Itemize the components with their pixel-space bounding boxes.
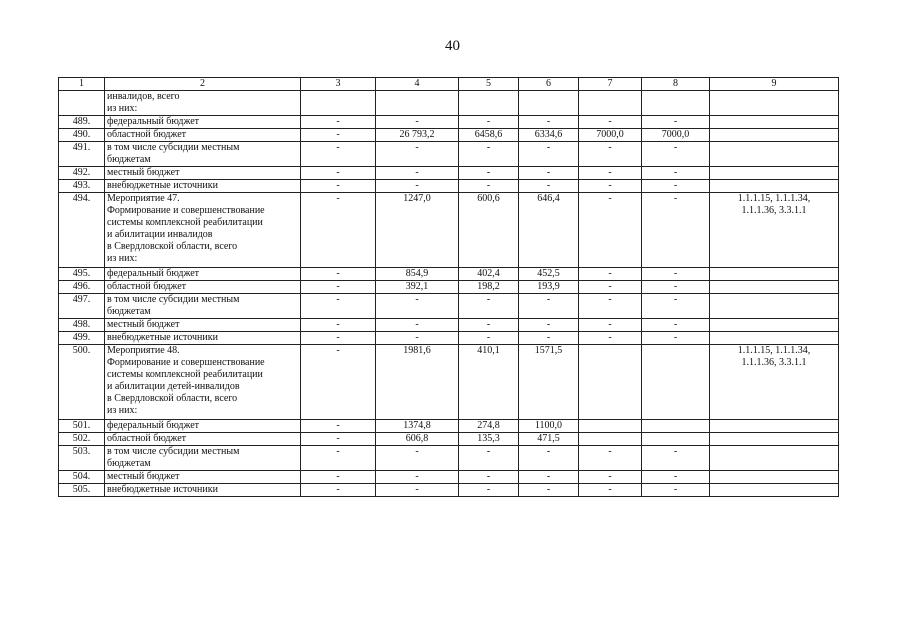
value-cell-col7: -: [579, 484, 642, 497]
value-cell-col8: -: [642, 268, 710, 281]
value-cell-col7: -: [579, 471, 642, 484]
value-cell-col5: -: [459, 319, 519, 332]
value-cell-col5: 402,4: [459, 268, 519, 281]
value-cell-col7: -: [579, 180, 642, 193]
indicator-refs-cell: [710, 484, 839, 497]
value-cell-col8: -: [642, 116, 710, 129]
indicator-refs-cell: [710, 167, 839, 180]
indicator-refs-cell: [710, 142, 839, 167]
indicator-refs-cell: [710, 180, 839, 193]
value-cell-col8: -: [642, 193, 710, 268]
value-cell-col4: 392,1: [376, 281, 459, 294]
column-header: 6: [519, 78, 579, 91]
value-cell-col6: -: [519, 142, 579, 167]
value-cell-col5: -: [459, 484, 519, 497]
value-cell-col6: -: [519, 471, 579, 484]
value-cell-col8: -: [642, 319, 710, 332]
table-row: [59, 116, 839, 129]
value-cell-col5: -: [459, 446, 519, 471]
value-cell-col7: -: [579, 446, 642, 471]
table-row: [59, 268, 839, 281]
value-cell-col5: -: [459, 294, 519, 319]
indicator-refs-cell: [710, 332, 839, 345]
value-cell-col3: -: [301, 345, 376, 420]
row-name-cell: в том числе субсидии местным бюджетам: [105, 446, 301, 471]
value-cell-col8: 7000,0: [642, 129, 710, 142]
value-cell-col6: 6334,6: [519, 129, 579, 142]
value-cell-col3: -: [301, 446, 376, 471]
row-number-cell: 492.: [59, 167, 105, 180]
value-cell-col7: -: [579, 142, 642, 167]
value-cell-col3: -: [301, 142, 376, 167]
value-cell-col3: -: [301, 281, 376, 294]
value-cell-col4: -: [376, 294, 459, 319]
row-number-cell: 496.: [59, 281, 105, 294]
value-cell-col6: 452,5: [519, 268, 579, 281]
value-cell-col4: -: [376, 142, 459, 167]
row-number-cell: 502.: [59, 433, 105, 446]
row-number-cell: 493.: [59, 180, 105, 193]
table-header: [59, 78, 839, 91]
table-body: [59, 91, 839, 497]
indicator-refs-cell: [710, 129, 839, 142]
indicator-refs-cell: [710, 446, 839, 471]
value-cell-col3: -: [301, 420, 376, 433]
indicator-refs-cell: [710, 433, 839, 446]
table-row: [59, 484, 839, 497]
value-cell-col3: -: [301, 268, 376, 281]
value-cell-col5: [459, 91, 519, 116]
value-cell-col7: -: [579, 319, 642, 332]
value-cell-col7: -: [579, 193, 642, 268]
value-cell-col7: [579, 91, 642, 116]
row-number-cell: 499.: [59, 332, 105, 345]
budget-table: [58, 77, 839, 497]
value-cell-col7: -: [579, 294, 642, 319]
value-cell-col6: [519, 91, 579, 116]
value-cell-col8: [642, 345, 710, 420]
page-number: 40: [445, 38, 460, 54]
row-name-cell: Мероприятие 47. Формирование и совершенствование системы комплексной реабилитации и абилитации инвалидов в Свердловской области, всего из них:: [105, 193, 301, 268]
indicator-refs-cell: [710, 91, 839, 116]
column-header: 5: [459, 78, 519, 91]
value-cell-col8: -: [642, 332, 710, 345]
value-cell-col6: 1100,0: [519, 420, 579, 433]
table-row: [59, 332, 839, 345]
value-cell-col6: -: [519, 167, 579, 180]
value-cell-col6: 471,5: [519, 433, 579, 446]
value-cell-col4: -: [376, 446, 459, 471]
value-cell-col8: -: [642, 142, 710, 167]
value-cell-col5: -: [459, 332, 519, 345]
table-row: [59, 471, 839, 484]
value-cell-col5: 198,2: [459, 281, 519, 294]
row-number-cell: 491.: [59, 142, 105, 167]
value-cell-col8: -: [642, 446, 710, 471]
value-cell-col7: [579, 433, 642, 446]
value-cell-col8: -: [642, 180, 710, 193]
indicator-refs-cell: [710, 471, 839, 484]
row-name-cell: областной бюджет: [105, 281, 301, 294]
table-row: [59, 142, 839, 167]
row-name-cell: федеральный бюджет: [105, 420, 301, 433]
row-number-cell: 497.: [59, 294, 105, 319]
value-cell-col3: -: [301, 471, 376, 484]
value-cell-col3: [301, 91, 376, 116]
value-cell-col8: [642, 433, 710, 446]
value-cell-col5: -: [459, 116, 519, 129]
value-cell-col6: -: [519, 484, 579, 497]
value-cell-col7: -: [579, 167, 642, 180]
row-number-cell: 501.: [59, 420, 105, 433]
value-cell-col4: -: [376, 332, 459, 345]
table-row: [59, 433, 839, 446]
table-row: [59, 167, 839, 180]
row-number-cell: 500.: [59, 345, 105, 420]
value-cell-col4: -: [376, 484, 459, 497]
row-number-cell: 504.: [59, 471, 105, 484]
value-cell-col5: -: [459, 167, 519, 180]
table-row: [59, 345, 839, 420]
value-cell-col8: [642, 420, 710, 433]
row-number-cell: [59, 91, 105, 116]
value-cell-col8: -: [642, 167, 710, 180]
value-cell-col4: 1981,6: [376, 345, 459, 420]
row-name-cell: внебюджетные источники: [105, 180, 301, 193]
row-name-cell: федеральный бюджет: [105, 116, 301, 129]
value-cell-col4: 606,8: [376, 433, 459, 446]
value-cell-col8: -: [642, 294, 710, 319]
value-cell-col6: -: [519, 319, 579, 332]
table-row: [59, 91, 839, 116]
row-name-cell: областной бюджет: [105, 129, 301, 142]
indicator-refs-cell: [710, 420, 839, 433]
table-row: [59, 129, 839, 142]
value-cell-col7: [579, 345, 642, 420]
value-cell-col5: 135,3: [459, 433, 519, 446]
column-header: 2: [105, 78, 301, 91]
value-cell-col4: 854,9: [376, 268, 459, 281]
row-name-cell: внебюджетные источники: [105, 332, 301, 345]
value-cell-col6: 1571,5: [519, 345, 579, 420]
row-name-cell: в том числе субсидии местным бюджетам: [105, 142, 301, 167]
value-cell-col4: -: [376, 319, 459, 332]
value-cell-col4: [376, 91, 459, 116]
value-cell-col3: -: [301, 180, 376, 193]
indicator-refs-cell: [710, 281, 839, 294]
column-header: 7: [579, 78, 642, 91]
table-row: [59, 446, 839, 471]
value-cell-col3: -: [301, 193, 376, 268]
value-cell-col5: -: [459, 142, 519, 167]
value-cell-col7: [579, 420, 642, 433]
value-cell-col5: 600,6: [459, 193, 519, 268]
column-header: 8: [642, 78, 710, 91]
column-header: 1: [59, 78, 105, 91]
row-number-cell: 489.: [59, 116, 105, 129]
indicator-refs-cell: [710, 116, 839, 129]
value-cell-col5: -: [459, 180, 519, 193]
table-row: [59, 294, 839, 319]
value-cell-col3: -: [301, 129, 376, 142]
value-cell-col5: -: [459, 471, 519, 484]
value-cell-col8: -: [642, 471, 710, 484]
value-cell-col4: -: [376, 167, 459, 180]
value-cell-col7: 7000,0: [579, 129, 642, 142]
value-cell-col3: -: [301, 319, 376, 332]
table-row: [59, 319, 839, 332]
value-cell-col3: -: [301, 116, 376, 129]
indicator-refs-cell: 1.1.1.15, 1.1.1.34, 1.1.1.36, 3.3.1.1: [710, 345, 839, 420]
row-name-cell: местный бюджет: [105, 167, 301, 180]
value-cell-col4: 26 793,2: [376, 129, 459, 142]
row-name-cell: федеральный бюджет: [105, 268, 301, 281]
value-cell-col3: -: [301, 294, 376, 319]
value-cell-col7: -: [579, 332, 642, 345]
table-row: [59, 180, 839, 193]
row-name-cell: местный бюджет: [105, 319, 301, 332]
value-cell-col6: -: [519, 446, 579, 471]
row-name-cell: в том числе субсидии местным бюджетам: [105, 294, 301, 319]
indicator-refs-cell: [710, 294, 839, 319]
value-cell-col4: -: [376, 471, 459, 484]
table-row: [59, 281, 839, 294]
value-cell-col7: -: [579, 116, 642, 129]
value-cell-col5: 274,8: [459, 420, 519, 433]
value-cell-col6: -: [519, 332, 579, 345]
value-cell-col5: 6458,6: [459, 129, 519, 142]
row-number-cell: 490.: [59, 129, 105, 142]
value-cell-col4: -: [376, 116, 459, 129]
value-cell-col3: -: [301, 167, 376, 180]
indicator-refs-cell: [710, 268, 839, 281]
column-header: 3: [301, 78, 376, 91]
row-number-cell: 503.: [59, 446, 105, 471]
row-number-cell: 494.: [59, 193, 105, 268]
value-cell-col6: -: [519, 116, 579, 129]
table-row: [59, 193, 839, 268]
value-cell-col8: -: [642, 484, 710, 497]
indicator-refs-cell: 1.1.1.15, 1.1.1.34, 1.1.1.36, 3.3.1.1: [710, 193, 839, 268]
row-number-cell: 505.: [59, 484, 105, 497]
row-name-cell: местный бюджет: [105, 471, 301, 484]
value-cell-col7: -: [579, 268, 642, 281]
column-header: 4: [376, 78, 459, 91]
row-name-cell: Мероприятие 48. Формирование и совершенствование системы комплексной реабилитации и абилитации детей-инвалидов в Свердловской области, всего из них:: [105, 345, 301, 420]
value-cell-col8: -: [642, 281, 710, 294]
value-cell-col5: 410,1: [459, 345, 519, 420]
row-name-cell: инвалидов, всего из них:: [105, 91, 301, 116]
value-cell-col7: -: [579, 281, 642, 294]
table-row: [59, 420, 839, 433]
value-cell-col3: -: [301, 332, 376, 345]
row-number-cell: 495.: [59, 268, 105, 281]
value-cell-col6: 193,9: [519, 281, 579, 294]
value-cell-col3: -: [301, 484, 376, 497]
value-cell-col4: 1374,8: [376, 420, 459, 433]
value-cell-col6: 646,4: [519, 193, 579, 268]
row-name-cell: областной бюджет: [105, 433, 301, 446]
value-cell-col4: -: [376, 180, 459, 193]
row-number-cell: 498.: [59, 319, 105, 332]
value-cell-col6: -: [519, 294, 579, 319]
column-header: 9: [710, 78, 839, 91]
value-cell-col8: [642, 91, 710, 116]
indicator-refs-cell: [710, 319, 839, 332]
value-cell-col4: 1247,0: [376, 193, 459, 268]
value-cell-col6: -: [519, 180, 579, 193]
row-name-cell: внебюджетные источники: [105, 484, 301, 497]
value-cell-col3: -: [301, 433, 376, 446]
